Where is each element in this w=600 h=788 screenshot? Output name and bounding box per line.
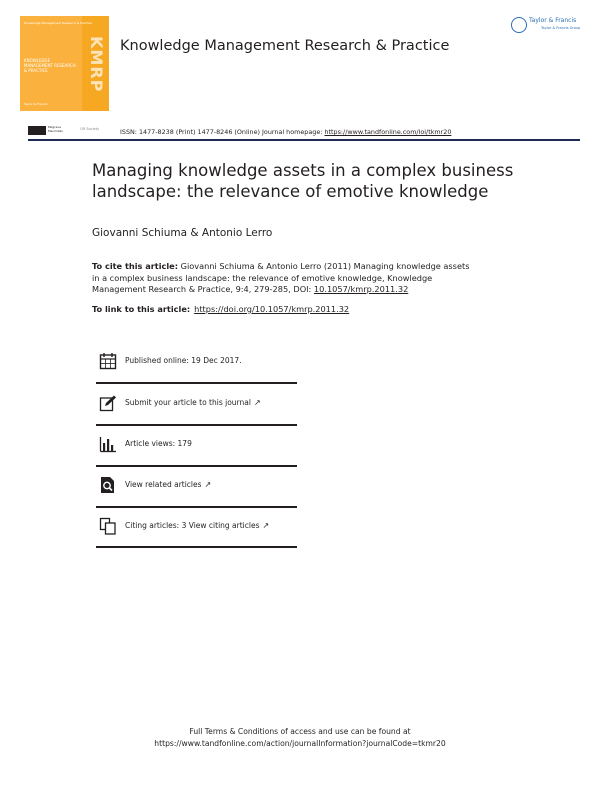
related-articles-link[interactable] <box>125 480 211 489</box>
citing-articles-link[interactable] <box>125 521 269 530</box>
or-society-logo: OR Society <box>80 127 100 131</box>
publisher-sub: Taylor & Francis Group <box>541 26 581 30</box>
palgrave-logo-label: Palgrave Macmillan <box>48 125 64 133</box>
submit-article-text: Submit your article to this journal <box>125 398 251 407</box>
external-link-icon: ↗ <box>204 480 212 489</box>
cover-small-top: Knowledge Management Research & Practice <box>24 21 93 25</box>
article-views: Article views: 179 <box>125 439 192 448</box>
palgrave-logo <box>28 125 64 135</box>
article-doi-link[interactable]: https://doi.org/10.1057/kmrp.2011.32 <box>194 304 350 314</box>
edit-icon <box>99 394 117 412</box>
published-row <box>96 342 297 383</box>
journal-title[interactable]: Knowledge Management Research & Practice <box>120 38 450 54</box>
article-authors: Giovanni Schiuma & Antonio Lerro <box>92 227 273 239</box>
calendar-icon <box>99 352 117 370</box>
cite-doi-link[interactable]: 10.1057/kmrp.2011.32 <box>313 284 409 294</box>
copy-documents-icon <box>99 517 117 535</box>
bar-chart-icon <box>99 435 117 453</box>
link-label: To link to this article: <box>92 304 191 314</box>
cover-small-title: KNOWLEDGE MANAGEMENT RESEARCH & PRACTICE <box>24 58 76 73</box>
submit-article-link[interactable] <box>125 398 261 407</box>
cover-small-bottom: Taylor & Francis <box>24 102 48 106</box>
published-date: Published online: 19 Dec 2017. <box>125 356 242 365</box>
journal-cover <box>20 16 109 111</box>
article-title: Managing knowledge assets in a complex business landscape: the relevance of emotive knowledge <box>92 161 514 201</box>
related-articles-text: View related articles <box>125 480 202 489</box>
related-row[interactable] <box>96 466 297 507</box>
footer <box>0 726 600 750</box>
cover-vertical-title: KMRP <box>87 35 106 93</box>
citing-articles-text: Citing articles: 3 View citing articles <box>125 521 260 530</box>
search-document-icon <box>99 476 117 494</box>
journal-homepage-link[interactable]: https://www.tandfonline.com/loi/tkmr20 <box>324 128 452 136</box>
article-link-block <box>92 304 349 314</box>
publisher-logo-icon <box>511 17 527 33</box>
publisher-logo[interactable] <box>511 16 583 36</box>
external-link-icon: ↗ <box>262 521 270 530</box>
header-divider <box>28 139 580 141</box>
issn-line <box>120 128 451 136</box>
cite-text: Giovanni Schiuma & Antonio Lerro (2011) Managing knowledge assets in a complex business landscape: the relevance of emotive knowledge, Knowledge Management Research & Practice, 9:4, 279-285, DOI: <box>92 261 470 294</box>
views-row <box>96 425 297 466</box>
cite-label: To cite this article: <box>92 261 178 271</box>
external-link-icon: ↗ <box>253 398 261 407</box>
publisher-name: Taylor & Francis <box>529 17 577 24</box>
citing-row[interactable] <box>96 507 297 548</box>
info-divider <box>96 546 297 548</box>
footer-terms-text: Full Terms & Conditions of access and use can be found at <box>189 727 411 736</box>
footer-terms-link[interactable]: https://www.tandfonline.com/action/journalInformation?journalCode=tkmr20 <box>154 739 446 748</box>
submit-row[interactable] <box>96 384 297 425</box>
issn-text: ISSN: 1477-8238 (Print) 1477-8246 (Online) Journal homepage: <box>120 128 325 136</box>
citation-block <box>92 261 472 296</box>
